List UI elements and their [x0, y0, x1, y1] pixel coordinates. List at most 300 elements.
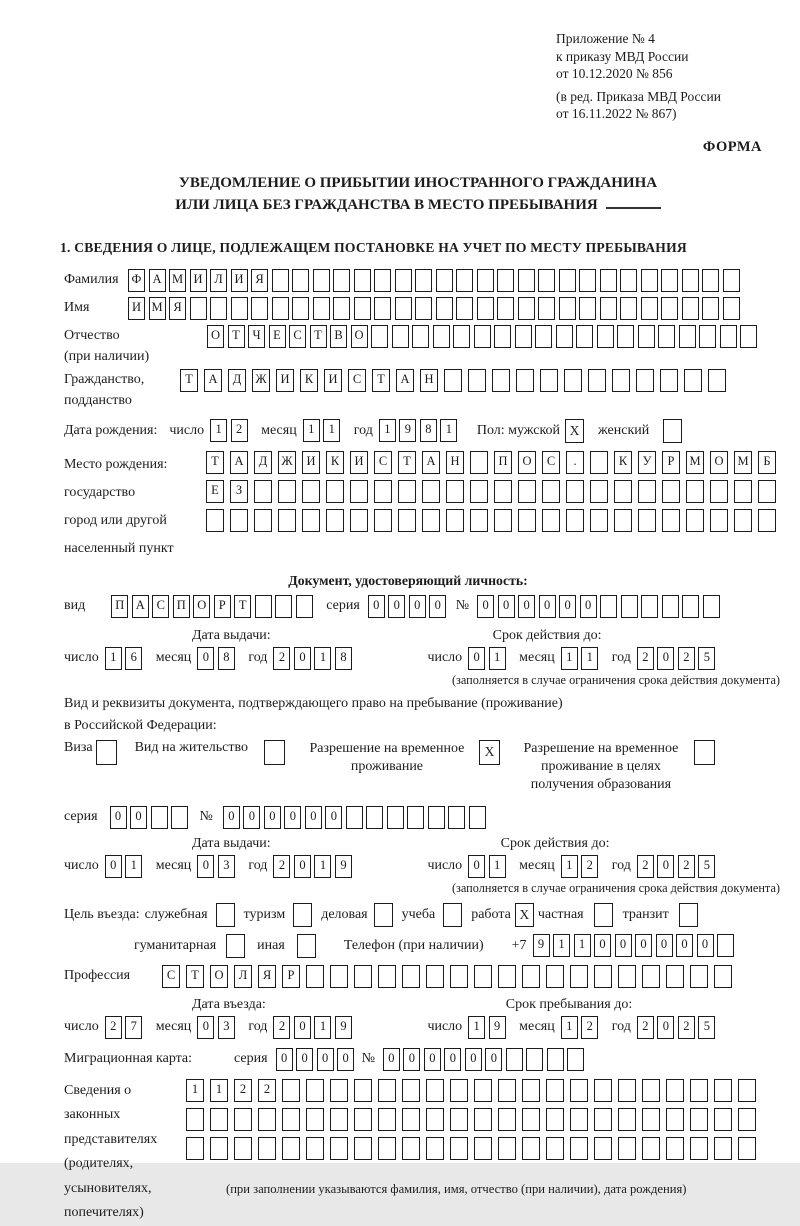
form-cell[interactable]: [642, 1108, 660, 1131]
form-cell[interactable]: [618, 1108, 636, 1131]
form-cell[interactable]: [590, 451, 608, 474]
form-cell[interactable]: [590, 509, 608, 532]
form-cell[interactable]: 3: [218, 1016, 235, 1039]
form-cell[interactable]: [556, 325, 573, 348]
form-cell[interactable]: [666, 965, 684, 988]
form-cell[interactable]: С: [374, 451, 392, 474]
form-cell[interactable]: [306, 965, 324, 988]
form-cell[interactable]: И: [276, 369, 294, 392]
form-cell[interactable]: [738, 1137, 756, 1160]
form-cell[interactable]: [354, 297, 371, 320]
form-cell[interactable]: 0: [635, 934, 652, 957]
form-cell[interactable]: 0: [264, 806, 281, 829]
form-cell[interactable]: [402, 1137, 420, 1160]
form-cell[interactable]: [620, 297, 637, 320]
form-cell[interactable]: К: [326, 451, 344, 474]
form-cell[interactable]: 0: [294, 855, 311, 878]
form-cell[interactable]: [498, 1108, 516, 1131]
form-cell[interactable]: Ж: [278, 451, 296, 474]
form-cell[interactable]: 2: [231, 419, 248, 442]
form-cell[interactable]: И: [302, 451, 320, 474]
form-cell[interactable]: [662, 509, 680, 532]
form-cell[interactable]: [559, 297, 576, 320]
form-cell[interactable]: [590, 480, 608, 503]
form-cell[interactable]: 0: [485, 1048, 502, 1071]
form-cell[interactable]: 2: [273, 855, 290, 878]
form-cell[interactable]: [618, 1079, 636, 1102]
form-cell[interactable]: И: [350, 451, 368, 474]
form-cell[interactable]: [346, 806, 363, 829]
form-cell[interactable]: [588, 369, 606, 392]
form-cell[interactable]: О: [710, 451, 728, 474]
form-cell[interactable]: [546, 1137, 564, 1160]
form-cell[interactable]: [456, 297, 473, 320]
purpose-study-checkbox[interactable]: [443, 903, 462, 927]
form-cell[interactable]: [542, 509, 560, 532]
form-cell[interactable]: [567, 1048, 584, 1071]
form-cell[interactable]: [638, 325, 655, 348]
form-cell[interactable]: 8: [218, 647, 235, 670]
form-cell[interactable]: [444, 369, 462, 392]
form-cell[interactable]: Т: [206, 451, 224, 474]
form-cell[interactable]: 0: [580, 595, 597, 618]
form-cell[interactable]: [690, 1079, 708, 1102]
form-cell[interactable]: [446, 480, 464, 503]
form-cell[interactable]: 2: [105, 1016, 122, 1039]
form-cell[interactable]: [426, 1137, 444, 1160]
form-cell[interactable]: [494, 509, 512, 532]
form-cell[interactable]: [306, 1137, 324, 1160]
form-cell[interactable]: 0: [468, 855, 485, 878]
form-cell[interactable]: Р: [214, 595, 231, 618]
form-cell[interactable]: С: [162, 965, 180, 988]
form-cell[interactable]: 0: [276, 1048, 293, 1071]
form-cell[interactable]: [666, 1137, 684, 1160]
form-cell[interactable]: Ч: [248, 325, 265, 348]
form-cell[interactable]: [494, 480, 512, 503]
form-cell[interactable]: [734, 480, 752, 503]
form-cell[interactable]: [234, 1137, 252, 1160]
form-cell[interactable]: [714, 1108, 732, 1131]
form-cell[interactable]: 0: [657, 855, 674, 878]
form-cell[interactable]: [354, 269, 371, 292]
form-cell[interactable]: [638, 509, 656, 532]
form-cell[interactable]: [395, 269, 412, 292]
form-cell[interactable]: С: [542, 451, 560, 474]
form-cell[interactable]: [448, 806, 465, 829]
form-cell[interactable]: М: [169, 269, 186, 292]
form-cell[interactable]: [758, 480, 776, 503]
form-cell[interactable]: [494, 325, 511, 348]
form-cell[interactable]: Е: [206, 480, 224, 503]
form-cell[interactable]: [296, 595, 313, 618]
form-cell[interactable]: М: [686, 451, 704, 474]
form-cell[interactable]: [518, 269, 535, 292]
form-cell[interactable]: 0: [368, 595, 385, 618]
form-cell[interactable]: [758, 509, 776, 532]
form-cell[interactable]: А: [230, 451, 248, 474]
form-cell[interactable]: [690, 1137, 708, 1160]
form-cell[interactable]: 0: [223, 806, 240, 829]
form-cell[interactable]: [354, 1108, 372, 1131]
form-cell[interactable]: [272, 297, 289, 320]
form-cell[interactable]: [702, 297, 719, 320]
form-cell[interactable]: [570, 1108, 588, 1131]
form-cell[interactable]: [474, 1108, 492, 1131]
form-cell[interactable]: 1: [314, 1016, 331, 1039]
form-cell[interactable]: [497, 297, 514, 320]
form-cell[interactable]: 0: [498, 595, 515, 618]
sex-male-checkbox[interactable]: X: [565, 419, 584, 443]
form-cell[interactable]: 0: [615, 934, 632, 957]
form-cell[interactable]: Т: [180, 369, 198, 392]
form-cell[interactable]: [618, 965, 636, 988]
form-cell[interactable]: 1: [561, 855, 578, 878]
form-cell[interactable]: О: [210, 965, 228, 988]
form-cell[interactable]: [395, 297, 412, 320]
form-cell[interactable]: [333, 297, 350, 320]
form-cell[interactable]: [710, 509, 728, 532]
form-cell[interactable]: [231, 297, 248, 320]
form-cell[interactable]: 0: [676, 934, 693, 957]
form-cell[interactable]: [292, 269, 309, 292]
form-cell[interactable]: Ж: [252, 369, 270, 392]
form-cell[interactable]: [723, 297, 740, 320]
form-cell[interactable]: [282, 1108, 300, 1131]
form-cell[interactable]: [702, 269, 719, 292]
form-cell[interactable]: [662, 480, 680, 503]
form-cell[interactable]: Т: [398, 451, 416, 474]
form-cell[interactable]: 0: [317, 1048, 334, 1071]
form-cell[interactable]: [594, 1137, 612, 1160]
form-cell[interactable]: 0: [296, 1048, 313, 1071]
form-cell[interactable]: [330, 1108, 348, 1131]
form-cell[interactable]: 2: [273, 647, 290, 670]
form-cell[interactable]: [579, 269, 596, 292]
form-cell[interactable]: 0: [697, 934, 714, 957]
form-cell[interactable]: 1: [468, 1016, 485, 1039]
form-cell[interactable]: [392, 325, 409, 348]
form-cell[interactable]: [402, 1079, 420, 1102]
form-cell[interactable]: [171, 806, 188, 829]
form-cell[interactable]: [621, 595, 638, 618]
form-cell[interactable]: [398, 480, 416, 503]
form-cell[interactable]: [684, 369, 702, 392]
form-cell[interactable]: [378, 1137, 396, 1160]
form-cell[interactable]: [699, 325, 716, 348]
form-cell[interactable]: [564, 369, 582, 392]
form-cell[interactable]: 9: [533, 934, 550, 957]
form-cell[interactable]: [474, 325, 491, 348]
form-cell[interactable]: 0: [539, 595, 556, 618]
form-cell[interactable]: О: [351, 325, 368, 348]
form-cell[interactable]: [456, 269, 473, 292]
form-cell[interactable]: [468, 369, 486, 392]
form-cell[interactable]: [641, 595, 658, 618]
form-cell[interactable]: [450, 1079, 468, 1102]
form-cell[interactable]: [703, 595, 720, 618]
form-cell[interactable]: З: [230, 480, 248, 503]
form-cell[interactable]: 0: [383, 1048, 400, 1071]
form-cell[interactable]: 0: [424, 1048, 441, 1071]
form-cell[interactable]: [686, 480, 704, 503]
form-cell[interactable]: И: [324, 369, 342, 392]
form-cell[interactable]: 5: [698, 1016, 715, 1039]
form-cell[interactable]: 2: [273, 1016, 290, 1039]
form-cell[interactable]: [658, 325, 675, 348]
form-cell[interactable]: Т: [310, 325, 327, 348]
form-cell[interactable]: [272, 269, 289, 292]
form-cell[interactable]: О: [193, 595, 210, 618]
form-cell[interactable]: А: [422, 451, 440, 474]
form-cell[interactable]: [559, 269, 576, 292]
form-cell[interactable]: И: [231, 269, 248, 292]
form-cell[interactable]: И: [190, 269, 207, 292]
form-cell[interactable]: [190, 297, 207, 320]
form-cell[interactable]: [641, 269, 658, 292]
form-cell[interactable]: 0: [657, 647, 674, 670]
form-cell[interactable]: [398, 509, 416, 532]
form-cell[interactable]: [516, 369, 534, 392]
purpose-humanitarian-checkbox[interactable]: [226, 934, 245, 958]
purpose-transit-checkbox[interactable]: [679, 903, 698, 927]
form-cell[interactable]: 0: [130, 806, 147, 829]
purpose-tourism-checkbox[interactable]: [293, 903, 312, 927]
form-cell[interactable]: 0: [429, 595, 446, 618]
form-cell[interactable]: 5: [698, 855, 715, 878]
purpose-business-checkbox[interactable]: [374, 903, 393, 927]
form-cell[interactable]: Т: [372, 369, 390, 392]
sex-female-checkbox[interactable]: [663, 419, 682, 443]
form-cell[interactable]: [594, 1108, 612, 1131]
form-cell[interactable]: [522, 1108, 540, 1131]
form-cell[interactable]: [453, 325, 470, 348]
form-cell[interactable]: 9: [399, 419, 416, 442]
form-cell[interactable]: [428, 806, 445, 829]
form-cell[interactable]: Ф: [128, 269, 145, 292]
form-cell[interactable]: [251, 297, 268, 320]
form-cell[interactable]: [313, 297, 330, 320]
form-cell[interactable]: [407, 806, 424, 829]
form-cell[interactable]: 1: [553, 934, 570, 957]
form-cell[interactable]: Т: [228, 325, 245, 348]
form-cell[interactable]: [412, 325, 429, 348]
form-cell[interactable]: Б: [758, 451, 776, 474]
form-cell[interactable]: [682, 269, 699, 292]
form-cell[interactable]: [518, 480, 536, 503]
form-cell[interactable]: [579, 297, 596, 320]
form-cell[interactable]: [330, 1137, 348, 1160]
form-cell[interactable]: [422, 509, 440, 532]
form-cell[interactable]: [210, 1137, 228, 1160]
form-cell[interactable]: [350, 509, 368, 532]
form-cell[interactable]: 0: [559, 595, 576, 618]
form-cell[interactable]: 2: [637, 1016, 654, 1039]
form-cell[interactable]: 1: [489, 647, 506, 670]
form-cell[interactable]: [474, 965, 492, 988]
form-cell[interactable]: [714, 965, 732, 988]
form-cell[interactable]: Л: [234, 965, 252, 988]
form-cell[interactable]: [387, 806, 404, 829]
form-cell[interactable]: 0: [594, 934, 611, 957]
form-cell[interactable]: [614, 480, 632, 503]
form-cell[interactable]: [708, 369, 726, 392]
form-cell[interactable]: [518, 509, 536, 532]
form-cell[interactable]: [597, 325, 614, 348]
form-cell[interactable]: [313, 269, 330, 292]
form-cell[interactable]: 9: [335, 1016, 352, 1039]
form-cell[interactable]: 0: [518, 595, 535, 618]
form-cell[interactable]: [498, 1079, 516, 1102]
form-cell[interactable]: [254, 480, 272, 503]
form-cell[interactable]: 1: [210, 419, 227, 442]
form-cell[interactable]: 0: [294, 1016, 311, 1039]
form-cell[interactable]: [333, 269, 350, 292]
form-cell[interactable]: Т: [234, 595, 251, 618]
form-cell[interactable]: Я: [251, 269, 268, 292]
form-cell[interactable]: А: [396, 369, 414, 392]
form-cell[interactable]: 1: [561, 1016, 578, 1039]
form-cell[interactable]: 9: [489, 1016, 506, 1039]
form-cell[interactable]: [474, 1137, 492, 1160]
form-cell[interactable]: 0: [477, 595, 494, 618]
form-cell[interactable]: П: [111, 595, 128, 618]
form-cell[interactable]: [230, 509, 248, 532]
form-cell[interactable]: [538, 269, 555, 292]
form-cell[interactable]: [620, 269, 637, 292]
form-cell[interactable]: П: [173, 595, 190, 618]
form-cell[interactable]: [326, 509, 344, 532]
form-cell[interactable]: [542, 480, 560, 503]
form-cell[interactable]: Р: [282, 965, 300, 988]
residence-permit-checkbox[interactable]: [264, 740, 285, 765]
form-cell[interactable]: 2: [234, 1079, 252, 1102]
form-cell[interactable]: [600, 595, 617, 618]
form-cell[interactable]: 2: [637, 647, 654, 670]
visa-checkbox[interactable]: [96, 740, 117, 765]
form-cell[interactable]: [450, 1108, 468, 1131]
form-cell[interactable]: [234, 1108, 252, 1131]
form-cell[interactable]: [450, 1137, 468, 1160]
form-cell[interactable]: [720, 325, 737, 348]
form-cell[interactable]: 0: [110, 806, 127, 829]
form-cell[interactable]: 2: [581, 855, 598, 878]
form-cell[interactable]: 1: [314, 855, 331, 878]
form-cell[interactable]: 5: [698, 647, 715, 670]
form-cell[interactable]: 1: [314, 647, 331, 670]
form-cell[interactable]: 0: [243, 806, 260, 829]
form-cell[interactable]: [547, 1048, 564, 1071]
form-cell[interactable]: [600, 297, 617, 320]
form-cell[interactable]: 2: [637, 855, 654, 878]
form-cell[interactable]: [522, 1137, 540, 1160]
form-cell[interactable]: А: [132, 595, 149, 618]
form-cell[interactable]: [402, 965, 420, 988]
form-cell[interactable]: [374, 480, 392, 503]
form-cell[interactable]: [426, 1079, 444, 1102]
form-cell[interactable]: 0: [294, 647, 311, 670]
form-cell[interactable]: [738, 1108, 756, 1131]
form-cell[interactable]: 0: [325, 806, 342, 829]
form-cell[interactable]: [470, 451, 488, 474]
form-cell[interactable]: [426, 965, 444, 988]
form-cell[interactable]: [354, 1137, 372, 1160]
form-cell[interactable]: [682, 595, 699, 618]
form-cell[interactable]: А: [149, 269, 166, 292]
form-cell[interactable]: [275, 595, 292, 618]
form-cell[interactable]: [354, 965, 372, 988]
form-cell[interactable]: [686, 509, 704, 532]
form-cell[interactable]: 0: [403, 1048, 420, 1071]
form-cell[interactable]: [210, 1108, 228, 1131]
form-cell[interactable]: [433, 325, 450, 348]
form-cell[interactable]: [714, 1079, 732, 1102]
form-cell[interactable]: [506, 1048, 523, 1071]
form-cell[interactable]: [470, 509, 488, 532]
form-cell[interactable]: [636, 369, 654, 392]
form-cell[interactable]: [570, 1079, 588, 1102]
form-cell[interactable]: [614, 509, 632, 532]
form-cell[interactable]: 8: [335, 647, 352, 670]
form-cell[interactable]: [570, 965, 588, 988]
form-cell[interactable]: [723, 269, 740, 292]
form-cell[interactable]: [278, 480, 296, 503]
form-cell[interactable]: [526, 1048, 543, 1071]
form-cell[interactable]: 1: [440, 419, 457, 442]
form-cell[interactable]: [498, 1137, 516, 1160]
form-cell[interactable]: 2: [678, 1016, 695, 1039]
form-cell[interactable]: Я: [258, 965, 276, 988]
form-cell[interactable]: [378, 1108, 396, 1131]
form-cell[interactable]: 1: [581, 647, 598, 670]
form-cell[interactable]: 2: [581, 1016, 598, 1039]
form-cell[interactable]: [282, 1079, 300, 1102]
form-cell[interactable]: 0: [284, 806, 301, 829]
form-cell[interactable]: [518, 297, 535, 320]
form-cell[interactable]: [740, 325, 757, 348]
form-cell[interactable]: 1: [489, 855, 506, 878]
form-cell[interactable]: [717, 934, 734, 957]
form-cell[interactable]: О: [518, 451, 536, 474]
form-cell[interactable]: [546, 1108, 564, 1131]
form-cell[interactable]: 1: [210, 1079, 228, 1102]
form-cell[interactable]: [302, 480, 320, 503]
form-cell[interactable]: 1: [323, 419, 340, 442]
form-cell[interactable]: [522, 965, 540, 988]
form-cell[interactable]: [258, 1108, 276, 1131]
form-cell[interactable]: Н: [446, 451, 464, 474]
form-cell[interactable]: [186, 1108, 204, 1131]
form-cell[interactable]: [450, 965, 468, 988]
form-cell[interactable]: С: [152, 595, 169, 618]
form-cell[interactable]: Т: [186, 965, 204, 988]
form-cell[interactable]: 0: [409, 595, 426, 618]
form-cell[interactable]: [302, 509, 320, 532]
form-cell[interactable]: [436, 297, 453, 320]
form-cell[interactable]: [292, 297, 309, 320]
form-cell[interactable]: [642, 1137, 660, 1160]
form-cell[interactable]: Е: [269, 325, 286, 348]
form-cell[interactable]: 7: [125, 1016, 142, 1039]
form-cell[interactable]: [600, 269, 617, 292]
form-cell[interactable]: 3: [218, 855, 235, 878]
form-cell[interactable]: [374, 297, 391, 320]
form-cell[interactable]: [415, 297, 432, 320]
form-cell[interactable]: [570, 1137, 588, 1160]
form-cell[interactable]: 1: [303, 419, 320, 442]
form-cell[interactable]: [642, 1079, 660, 1102]
form-cell[interactable]: [638, 480, 656, 503]
